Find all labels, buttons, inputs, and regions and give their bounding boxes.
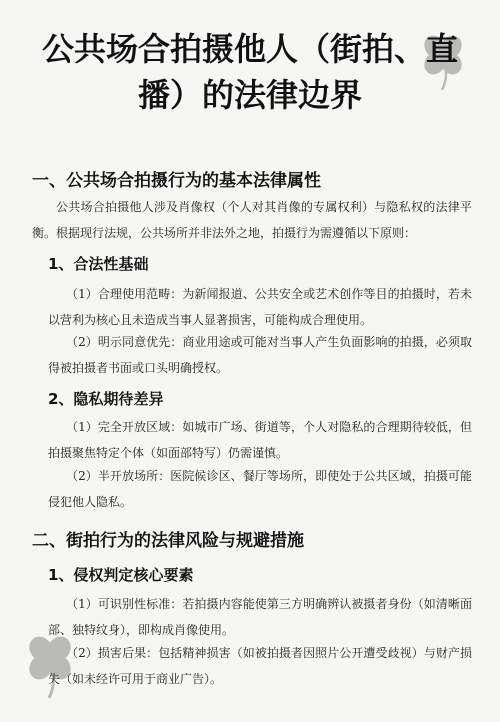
section1-sub1-p1: （1）合理使用范畴：为新闻报道、公共安全或艺术创作等目的拍摄时，若未以营利为核心且未造成当事人显著损害，可能构成合理使用。	[48, 287, 472, 327]
section2-sub1-p2: （2）损害后果：包括精神损害（如被拍摄者因照片公开遭受歧视）与财产损失（如未经许可用于商业广告）。	[48, 646, 472, 686]
section2-sub1-heading: 1、侵权判定核心要素	[48, 566, 194, 584]
section1-sub2-p1: （1）完全开放区域：如城市广场、街道等，个人对隐私的合理期待较低，但拍摄聚焦特定个体（如面部特写）仍需谨慎。	[48, 420, 472, 460]
section1-sub1-heading: 1、合法性基础	[48, 255, 149, 273]
section1-intro: 公共场合拍摄他人涉及肖像权（个人对其肖像的专属权利）与隐私权的法律平衡。根据现行法规，公共场所并非法外之地，拍摄行为需遵循以下原则：	[32, 200, 472, 240]
section2-sub1-p1: （1）可识别性标准：若拍摄内容能使第三方明确辨认被摄者身份（如清晰面部、独特纹身），即构成肖像使用。	[48, 597, 472, 637]
section1-sub2-heading: 2、隐私期待差异	[48, 390, 164, 408]
section1-sub2-p2: （2）半开放场所：医院候诊区、餐厅等场所，即使处于公共区域，拍摄可能侵犯他人隐私。	[48, 469, 472, 509]
page-title-line1: 公共场合拍摄他人（街拍、直	[41, 30, 458, 68]
section1-heading: 一、公共场合拍摄行为的基本法律属性	[32, 171, 321, 191]
section2-heading: 二、街拍行为的法律风险与规避措施	[32, 531, 304, 551]
page-title-line2: 播）的法律边界	[137, 76, 362, 114]
section1-sub1-p2: （2）明示同意优先：商业用途或可能对当事人产生负面影响的拍摄，必须取得被拍摄者书面或口头明确授权。	[48, 335, 472, 375]
